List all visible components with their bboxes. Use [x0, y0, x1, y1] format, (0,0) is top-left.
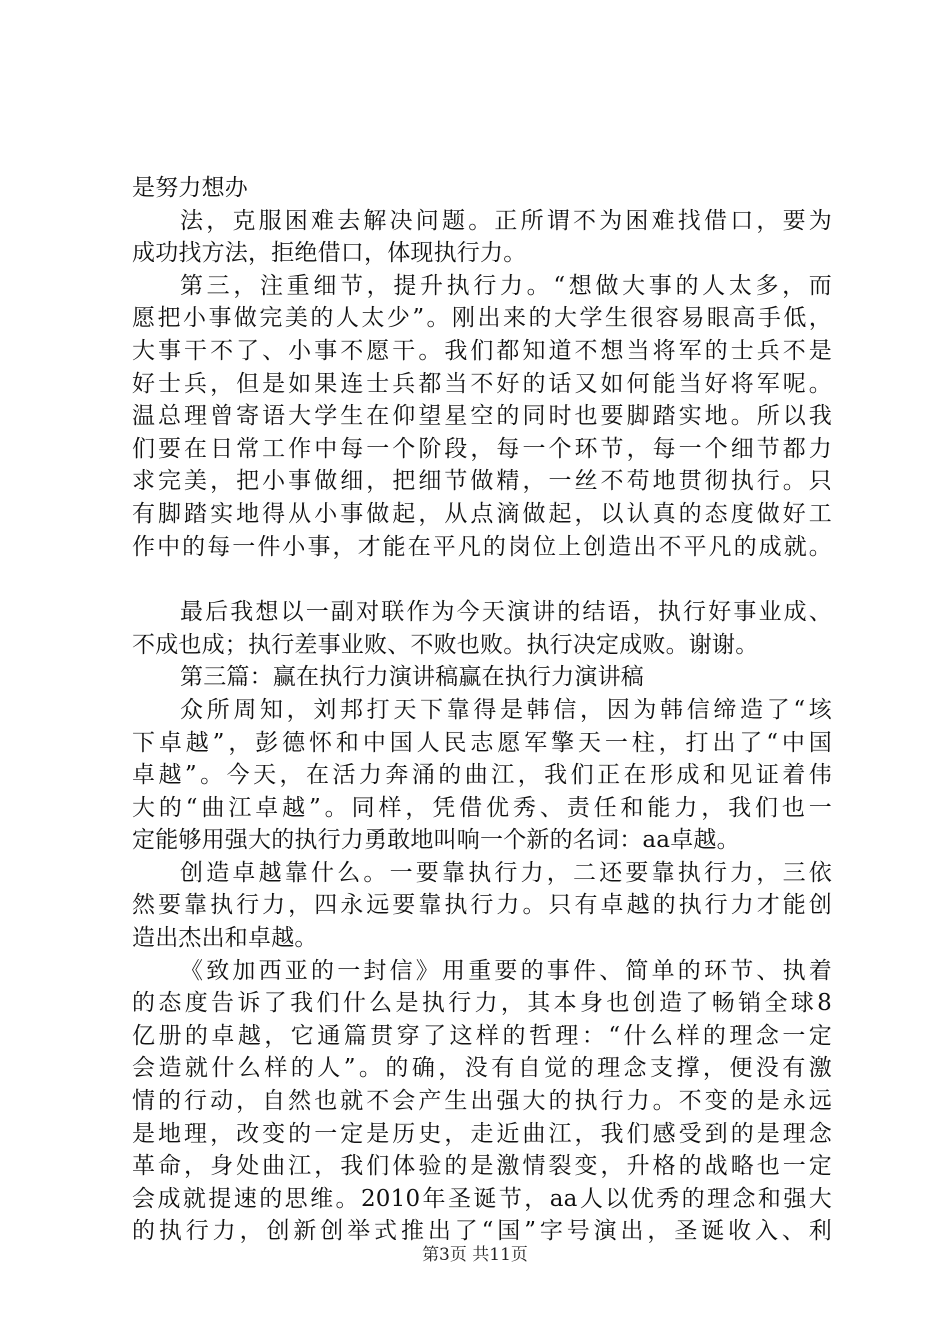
text-line: 亿册的卓越，它通篇贯穿了这样的哲理：“什么样的理念一定	[132, 1022, 832, 1049]
text-line: 下卓越”，彭德怀和中国人民志愿军擎天一柱，打出了“中国	[132, 729, 832, 756]
text-line: 卓越”。今天，在活力奔涌的曲江，我们正在形成和见证着伟	[132, 762, 832, 789]
section-heading: 第三篇：赢在执行力演讲稿赢在执行力演讲稿	[180, 664, 644, 691]
text-line: 法，克服困难去解决问题。正所谓不为困难找借口，要为	[180, 207, 832, 234]
text-line: 会造就什么样的人”。的确，没有自觉的理念支撑，便没有激	[132, 1055, 832, 1082]
text-line: 造出杰出和卓越。	[132, 925, 318, 952]
text-line: 温总理曾寄语大学生在仰望星空的同时也要脚踏实地。所以我	[132, 403, 832, 430]
text-line: 定能够用强大的执行力勇敢地叫响一个新的名词：aa卓越。	[132, 827, 740, 854]
text-line: 是地理，改变的一定是历史，走近曲江，我们感受到的是理念	[132, 1120, 832, 1147]
text-line: 第三，注重细节，提升执行力。“想做大事的人太多，而	[180, 272, 832, 299]
text-line: 的态度告诉了我们什么是执行力，其本身也创造了畅销全球8	[132, 990, 832, 1017]
text-line: 情的行动，自然也就不会产生出强大的执行力。不变的是永远	[132, 1088, 832, 1115]
text-line: 们要在日常工作中每一个阶段，每一个环节，每一个细节都力	[132, 435, 832, 462]
text-line: 成功找方法，拒绝借口，体现执行力。	[132, 240, 527, 267]
page-number: 第3页 共11页	[422, 1245, 528, 1265]
text-line: 最后我想以一副对联作为今天演讲的结语，执行好事业成、	[180, 599, 832, 626]
text-line: 大事干不了、小事不愿干。我们都知道不想当将军的士兵不是	[132, 337, 832, 364]
document-body	[132, 172, 832, 1248]
text-line: 革命，身处曲江，我们体验的是激情裂变，升格的战略也一定	[132, 1153, 832, 1180]
text-line: 求完美，把小事做细，把细节做精，一丝不苟地贯彻执行。只	[132, 468, 832, 495]
text-line: 大的“曲江卓越”。同样，凭借优秀、责任和能力，我们也一	[132, 794, 832, 821]
text-line: 愿把小事做完美的人太少”。刚出来的大学生很容易眼高手低，	[132, 305, 832, 332]
text-line: 会成就提速的思维。2010年圣诞节，aa人以优秀的理念和强大	[132, 1185, 832, 1212]
text-line: 是努力想办	[132, 175, 248, 201]
text-line: 有脚踏实地得从小事做起，从点滴做起，以认真的态度做好工	[132, 500, 832, 527]
text-line: 不成也成；执行差事业败、不败也败。执行决定成败。谢谢。	[132, 631, 759, 658]
paragraph-gap	[132, 563, 832, 596]
text-line: 创造卓越靠什么。一要靠执行力，二还要靠执行力，三依	[180, 859, 832, 886]
text-line: 然要靠执行力，四永远要靠执行力。只有卓越的执行力才能创	[132, 892, 832, 919]
text-line: 的执行力，创新创举式推出了“国”字号演出，圣诞收入、利	[132, 1218, 832, 1245]
text-line: 作中的每一件小事，才能在平凡的岗位上创造出不平凡的成就。	[132, 533, 832, 560]
text-line: 好士兵，但是如果连士兵都当不好的话又如何能当好将军呢。	[132, 370, 832, 397]
text-line: 《致加西亚的一封信》用重要的事件、简单的环节、执着	[180, 957, 832, 984]
text-line: 众所周知，刘邦打天下靠得是韩信，因为韩信缔造了“垓	[180, 696, 832, 723]
